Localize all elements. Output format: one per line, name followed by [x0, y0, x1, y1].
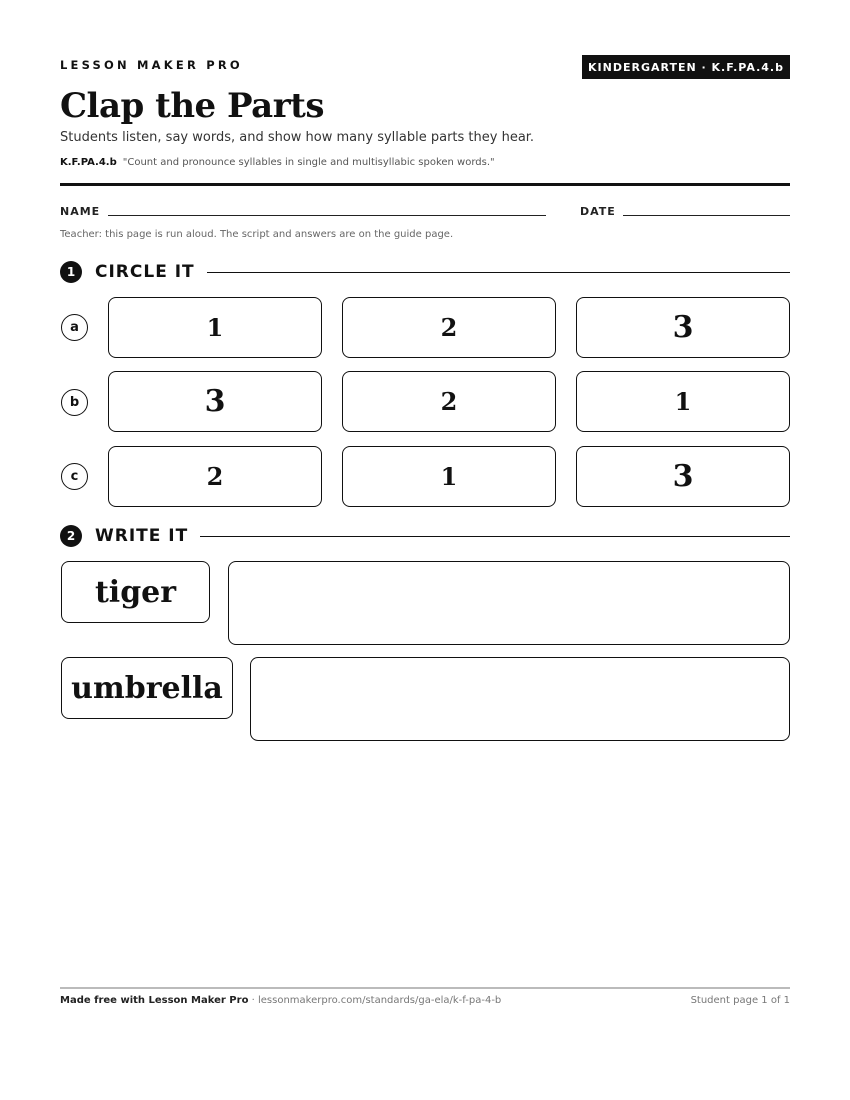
row-letter-c: c [61, 463, 88, 490]
header-divider [60, 183, 790, 186]
footer-divider [60, 987, 790, 989]
section-number-badge: 1 [60, 261, 82, 283]
section-title: CIRCLE IT [95, 262, 195, 282]
answer-box-umbrella[interactable] [250, 657, 790, 741]
word-card-tiger: tiger [61, 561, 210, 623]
section-number-badge: 2 [60, 525, 82, 547]
choice-box-c-3[interactable]: 3 [576, 446, 790, 507]
footer-separator: · [248, 995, 258, 1006]
word-card-umbrella: umbrella [61, 657, 233, 719]
section-write-it-header [60, 524, 790, 548]
choice-box-a-1[interactable]: 1 [108, 297, 322, 358]
choice-box-c-2[interactable]: 1 [342, 446, 556, 507]
name-label: NAME [60, 205, 101, 218]
row-letter-a: a [61, 314, 88, 341]
standard-line [60, 157, 495, 168]
section-circle-it-header [60, 260, 790, 284]
page-subtitle: Students listen, say words, and show how many syllable parts they hear. [60, 130, 535, 145]
row-letter-b: b [61, 389, 88, 416]
footer-credit [60, 995, 501, 1006]
grade-standard-badge: KINDERGARTEN · K.F.PA.4.b [582, 55, 790, 79]
name-field[interactable] [108, 215, 546, 216]
footer-page-number: Student page 1 of 1 [690, 995, 790, 1006]
choice-box-b-2[interactable]: 2 [342, 371, 556, 432]
page-title: Clap the Parts [60, 86, 324, 126]
answer-box-tiger[interactable] [228, 561, 790, 645]
section-rule [200, 536, 790, 537]
standard-description: "Count and pronounce syllables in single and multisyllabic spoken words." [122, 157, 495, 168]
choice-box-b-1[interactable]: 3 [108, 371, 322, 432]
teacher-note: Teacher: this page is run aloud. The script and answers are on the guide page. [60, 229, 454, 240]
footer-url[interactable]: lessonmakerpro.com/standards/ga-ela/k-f-pa-4-b [257, 995, 502, 1006]
choice-box-a-3[interactable]: 3 [576, 297, 790, 358]
brand-name: LESSON MAKER PRO [60, 58, 243, 72]
footer-made-with: Made free with Lesson Maker Pro [60, 995, 249, 1006]
section-title: WRITE IT [95, 526, 189, 546]
date-field[interactable] [623, 215, 790, 216]
choice-box-a-2[interactable]: 2 [342, 297, 556, 358]
standard-code: K.F.PA.4.b [60, 157, 117, 168]
section-rule [207, 272, 790, 273]
date-label: DATE [580, 205, 616, 218]
choice-box-c-1[interactable]: 2 [108, 446, 322, 507]
choice-box-b-3[interactable]: 1 [576, 371, 790, 432]
